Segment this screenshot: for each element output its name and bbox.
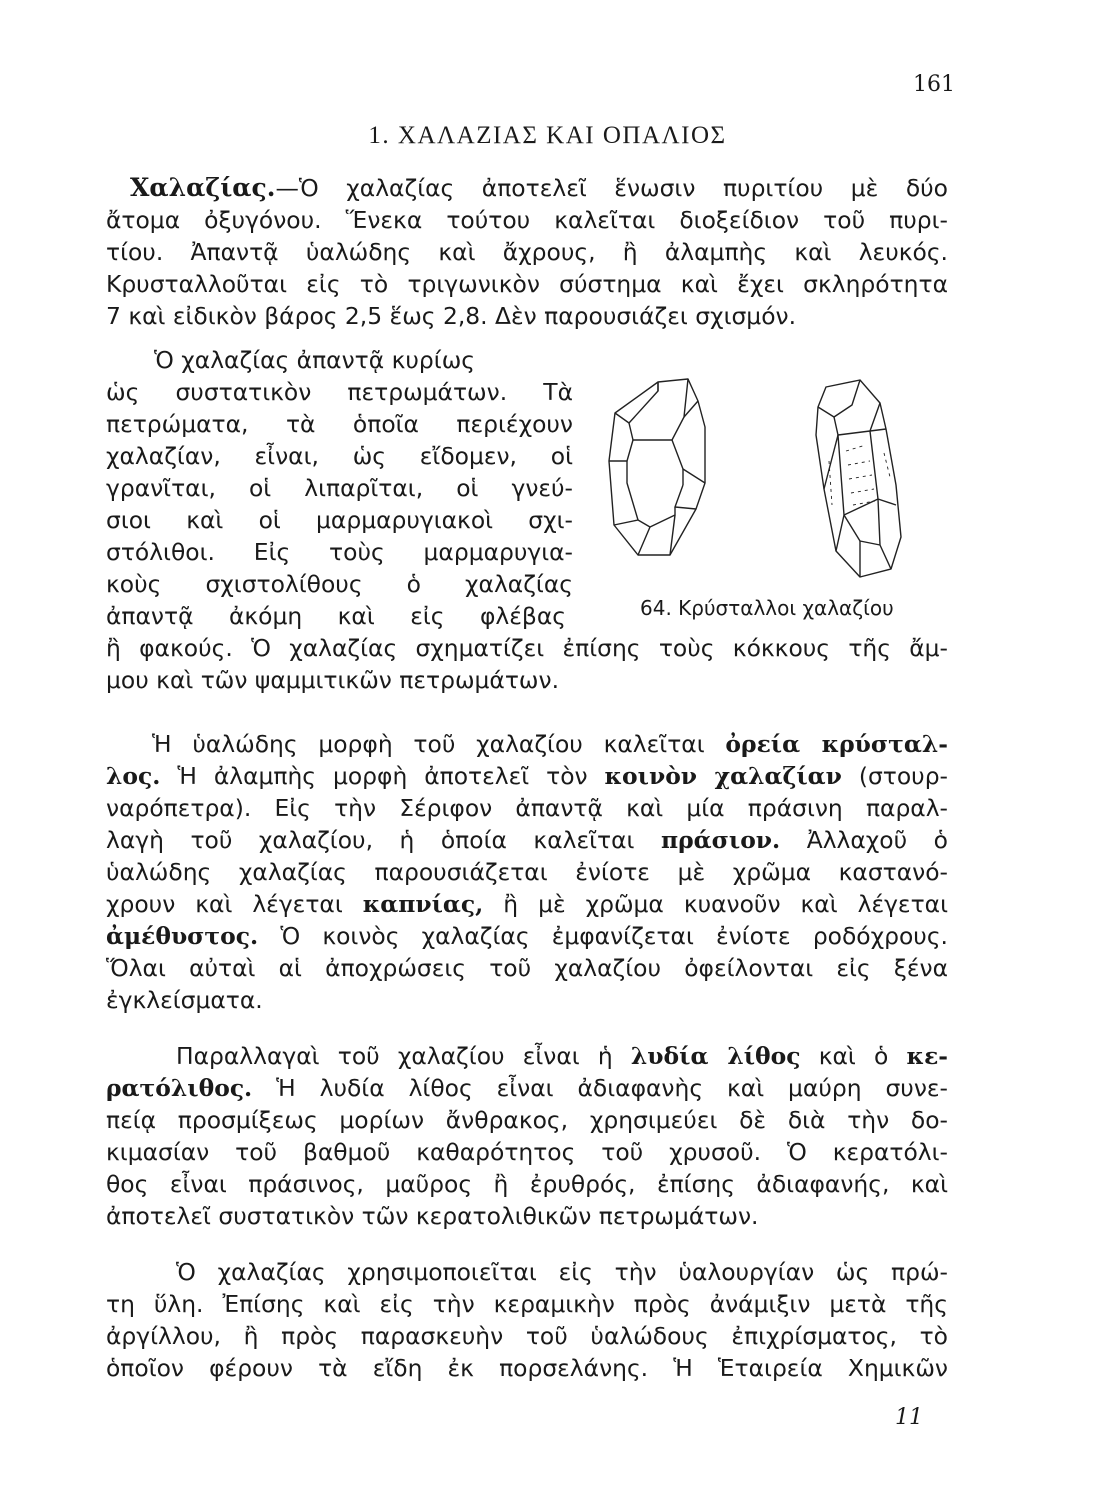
text-line: πετρώματα, τὰ ὁποῖα περιέχουν [106, 410, 573, 438]
text-line: γρανῖται, οἱ λιπαρῖται, οἱ γνεύ- [106, 474, 573, 502]
text-line [106, 888, 948, 920]
text-line: Ὅλαι αὐταὶ αἱ ἀποχρώσεις τοῦ χαλαζίου ὀφείλονται εἰς ξένα [106, 954, 948, 982]
term-rock-crystal: ὀρεία κρύσταλ- [725, 730, 949, 758]
text-span: Ἀλλαχοῦ ὁ [780, 826, 948, 854]
text-line: μου καὶ τῶν ψαμμιτικῶν πετρωμάτων. [106, 666, 559, 694]
text-span: Ἡ ἀλαμπὴς μορφὴ ἀποτελεῖ τὸν [160, 762, 605, 790]
text-line [106, 920, 948, 952]
text-line: στόλιθοι. Εἰς τοὺς μαρμαρυγια- [106, 538, 573, 566]
crystal-right [816, 380, 901, 577]
text-line: ἢ φακούς. Ὁ χαλαζίας σχηματίζει ἐπίσης τοὺς κόκκους τῆς ἄμ- [106, 634, 948, 662]
text-line: κιμασίαν τοῦ βαθμοῦ καθαρότητος τοῦ χρυσοῦ. Ὁ κερατόλι- [106, 1138, 948, 1166]
term-lydian-stone: λυδία λίθος [630, 1042, 801, 1070]
text-line: 7 καὶ εἰδικὸν βάρος 2,5 ἕως 2,8. Δὲν παρουσιάζει σχισμόν. [106, 302, 797, 330]
term-amethyst: ἀμέθυστος. [106, 922, 259, 950]
text-line [130, 172, 948, 204]
crystal-left [609, 379, 705, 555]
text-span: χρουν καὶ λέγεται [106, 890, 363, 918]
text-span: ἢ μὲ χρῶμα κυανοῦν καὶ λέγεται [483, 890, 948, 918]
term-rock-crystal-end: λος. [106, 762, 161, 790]
text-line: κοὺς σχιστολίθους ὁ χαλαζίας [106, 570, 573, 598]
text-line: ἐγκλείσματα. [106, 986, 263, 1014]
text-line: Ὁ χαλαζίας χρησιμοποιεῖται εἰς τὴν ὑαλουργίαν ὡς πρώ- [176, 1258, 948, 1286]
text-span: Ἡ λυδία λίθος εἶναι ἀδιαφανὴς καὶ μαύρη συνε- [252, 1074, 948, 1102]
text-line: ναρόπετρα). Εἰς τὴν Σέριφον ἀπαντᾷ καὶ μία πράσινη παραλ- [106, 794, 948, 822]
text-line: ὁποῖον φέρουν τὰ εἴδη ἐκ πορσελάνης. Ἡ Ἑταιρεία Χημικῶν [106, 1354, 948, 1382]
term-prase: πράσιον. [660, 826, 781, 854]
text-line: σιοι καὶ οἱ μαρμαρυγιακοὶ σχι- [106, 506, 573, 534]
term-hornstone: ρατόλιθος. [106, 1074, 253, 1102]
text-span: λαγὴ τοῦ χαλαζίου, ἡ ὁποία καλεῖται [106, 826, 661, 854]
text-line: ὑαλώδης χαλαζίας παρουσιάζεται ἐνίοτε μὲ χρῶμα καστανό- [106, 858, 948, 886]
text-line: πείᾳ προσμίξεως μορίων ἄνθρακος, χρησιμεύει δὲ διὰ τὴν δο- [106, 1106, 948, 1134]
section-title: 1. ΧΑΛΑΖΙΑΣ ΚΑΙ ΟΠΑΛΙΟΣ [368, 122, 727, 149]
text-span: Παραλλαγαὶ τοῦ χαλαζίου εἶναι ἡ [176, 1042, 631, 1070]
text-line: ἄτομα ὀξυγόνου. Ἕνεκα τούτου καλεῖται διοξείδιον τοῦ πυρι- [106, 206, 948, 234]
text-line [106, 760, 948, 792]
text-line [106, 824, 948, 856]
text-line: Κρυσταλλοῦται εἰς τὸ τριγωνικὸν σύστημα καὶ ἔχει σκληρότητα [106, 270, 948, 298]
text-span: —Ὁ χαλαζίας ἀποτελεῖ ἕνωσιν πυριτίου μὲ δύο [275, 174, 948, 202]
quartz-crystals-figure [598, 365, 938, 600]
text-line [106, 1072, 948, 1104]
page-number: 161 [913, 72, 955, 97]
text-span: καὶ ὁ [800, 1042, 907, 1070]
text-line: τίου. Ἀπαντᾷ ὑαλώδης καὶ ἄχρους, ἢ ἀλαμπὴς καὶ λευκός. [106, 238, 948, 266]
term-quartz: Χαλαζίας. [130, 173, 276, 202]
text-line: θος εἶναι πράσινος, μαῦρος ἢ ἐρυθρός, ἐπίσης ἀδιαφανής, καὶ [106, 1170, 948, 1198]
text-span: Ἡ ὑαλώδης μορφὴ τοῦ χαλαζίου καλεῖται [152, 730, 726, 758]
text-line: ὡς συστατικὸν πετρωμάτων. Τὰ [106, 378, 573, 406]
signature-mark: 11 [895, 1405, 923, 1430]
text-line: Ὁ χαλαζίας ἀπαντᾷ κυρίως [154, 346, 476, 374]
text-line: ἀπαντᾷ ἀκόμη καὶ εἰς φλέβας [106, 602, 566, 630]
term-smoky-quartz: καπνίας, [362, 890, 484, 918]
text-line: ἀποτελεῖ συστατικὸν τῶν κερατολιθικῶν πετρωμάτων. [106, 1202, 759, 1230]
text-span: Ὁ κοινὸς χαλαζίας ἐμφανίζεται ἐνίοτε ροδόχρους. [258, 922, 948, 950]
text-line [152, 728, 948, 760]
figure-caption: 64. Κρύσταλλοι χαλαζίου [640, 596, 894, 620]
text-line [176, 1040, 948, 1072]
text-line: χαλαζίαν, εἶναι, ὡς εἴδομεν, οἱ [106, 442, 573, 470]
term-hornstone-start: κε- [906, 1042, 948, 1070]
text-span: (στουρ- [841, 762, 948, 790]
term-common-quartz: κοινὸν χαλαζίαν [604, 762, 842, 790]
text-line: ἀργίλλου, ἢ πρὸς παρασκευὴν τοῦ ὑαλώδους ἐπιχρίσματος, τὸ [106, 1322, 948, 1350]
text-line: τη ὕλη. Ἐπίσης καὶ εἰς τὴν κεραμικὴν πρὸς ἀνάμιξιν μετὰ τῆς [106, 1290, 948, 1318]
